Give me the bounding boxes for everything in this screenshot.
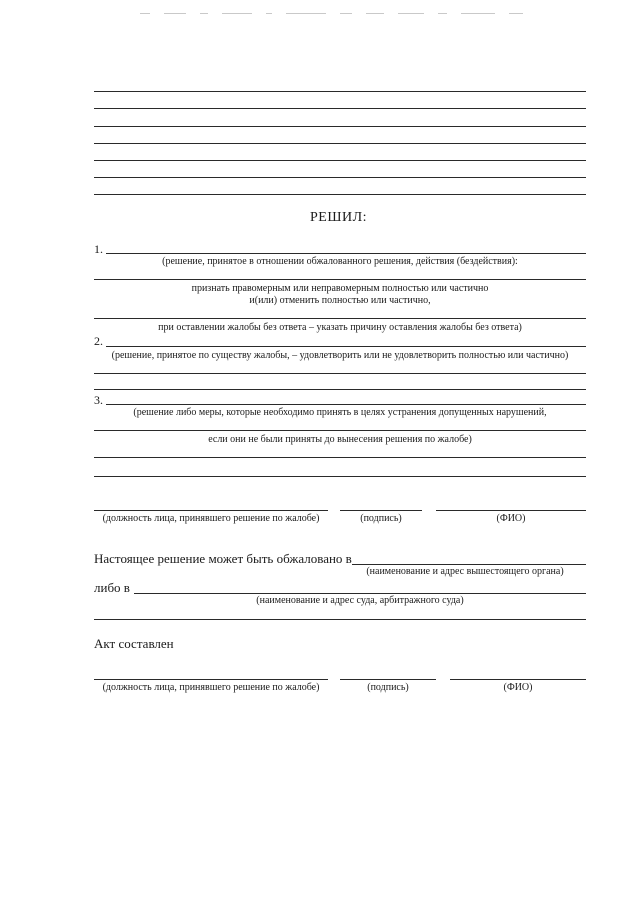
appeal-organ-field[interactable] (352, 564, 586, 565)
appeal-organ-caption: (наименование и адрес вышестоящего органа) (366, 566, 564, 577)
position-field[interactable] (94, 679, 328, 680)
blank-line[interactable] (94, 91, 586, 92)
item-1-caption-4: при оставлении жалобы без ответа – указать причину оставления жалобы без ответа) (158, 322, 522, 333)
item-1-field[interactable] (94, 279, 586, 280)
signature-field[interactable] (340, 679, 436, 680)
item-1-field[interactable] (94, 318, 586, 319)
appeal-court-field[interactable] (134, 593, 586, 594)
blank-line[interactable] (94, 126, 586, 127)
item-1-caption-1: (решение, принятое в отношении обжалованного решения, действия (бездействия): (162, 256, 518, 267)
blank-line[interactable] (94, 160, 586, 161)
blank-line[interactable] (94, 194, 586, 195)
name-field[interactable] (436, 510, 586, 511)
item-2-caption: (решение, принятое по существу жалобы, – удовлетворить или не удовлетворить полностью или частично) (111, 350, 569, 361)
item-3-caption-2: если они не были приняты до вынесения решения по жалобе) (208, 434, 472, 445)
appeal-text: Настоящее решение может быть обжаловано в (94, 551, 352, 566)
item-2-field[interactable] (106, 346, 586, 347)
name-field[interactable] (450, 679, 586, 680)
signature-caption: (подпись) (360, 513, 402, 524)
item-1-number: 1. (94, 242, 103, 256)
item-3-field[interactable] (106, 404, 586, 405)
blank-line[interactable] (94, 108, 586, 109)
scan-artifact (140, 13, 620, 16)
blank-line[interactable] (94, 177, 586, 178)
item-1-caption-2: признать правомерным или неправомерным полностью или частично (191, 283, 489, 294)
item-3-field[interactable] (94, 476, 586, 477)
blank-line[interactable] (94, 143, 586, 144)
appeal-court-field[interactable] (94, 619, 586, 620)
item-2-field[interactable] (94, 389, 586, 390)
item-1-field[interactable] (106, 253, 586, 254)
position-caption: (должность лица, принявшего решение по жалобе) (102, 513, 320, 524)
item-2-field[interactable] (94, 373, 586, 374)
act-text: Акт составлен (94, 636, 174, 651)
item-3-number: 3. (94, 393, 103, 407)
position-caption: (должность лица, принявшего решение по жалобе) (102, 682, 320, 693)
item-2-number: 2. (94, 334, 103, 348)
decision-heading: РЕШИЛ: (310, 210, 367, 225)
item-3-caption-1: (решение либо меры, которые необходимо принять в целях устранения допущенных нарушений, (133, 407, 547, 418)
appeal-or-text: либо в (94, 580, 130, 595)
position-field[interactable] (94, 510, 328, 511)
signature-field[interactable] (340, 510, 422, 511)
name-caption: (ФИО) (496, 513, 526, 524)
name-caption: (ФИО) (503, 682, 533, 693)
item-3-field[interactable] (94, 430, 586, 431)
item-3-field[interactable] (94, 457, 586, 458)
appeal-court-caption: (наименование и адрес суда, арбитражного суда) (256, 595, 464, 606)
item-1-caption-3: и(или) отменить полностью или частично, (249, 295, 431, 306)
signature-caption: (подпись) (367, 682, 409, 693)
